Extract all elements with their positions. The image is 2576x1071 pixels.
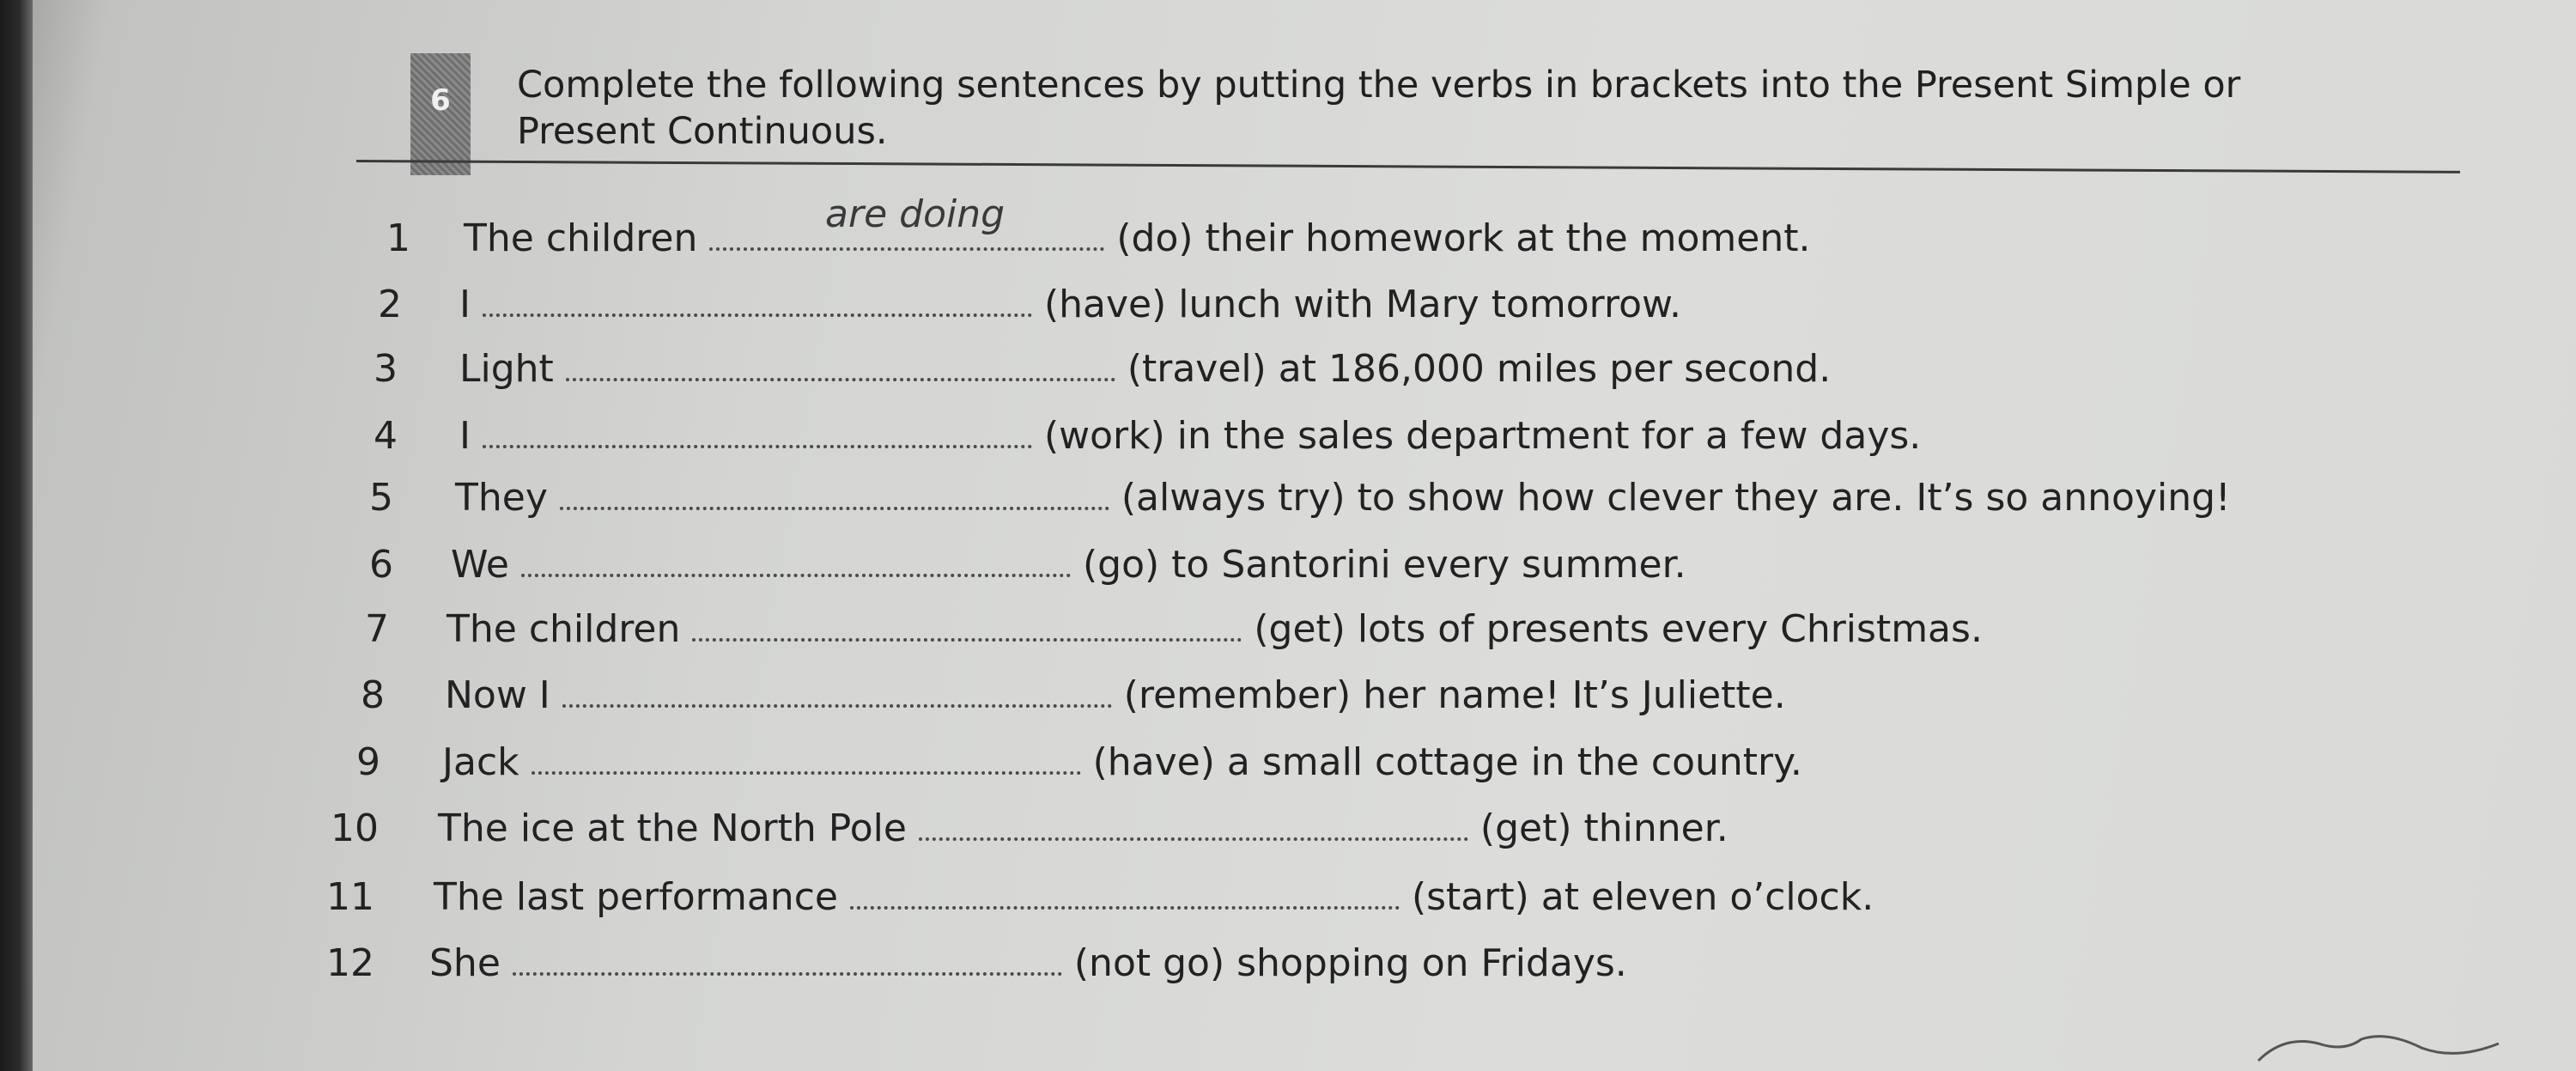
exercise-number: 6 xyxy=(430,83,451,118)
item-sentence xyxy=(451,539,1686,591)
item-number: 2 xyxy=(378,283,402,326)
verb-prompt: (remember) her name! It’s Juliette. xyxy=(1123,673,1786,717)
answer-blank[interactable] xyxy=(566,378,1115,381)
verb-prompt: (have) a small cottage in the country. xyxy=(1092,740,1802,784)
item-sentence xyxy=(447,604,1983,655)
answer-blank[interactable] xyxy=(521,574,1071,577)
item-number: 4 xyxy=(374,414,398,458)
exercise-item xyxy=(365,604,2567,655)
answer-blank[interactable] xyxy=(513,972,1062,976)
sentence-start: The ice at the North Pole xyxy=(438,806,907,850)
sentence-start: The last performance xyxy=(434,875,838,919)
item-sentence xyxy=(442,737,1802,788)
answer-blank[interactable] xyxy=(562,704,1112,708)
verb-prompt: (start) at eleven o’clock. xyxy=(1411,875,1874,919)
sentence-start: The children xyxy=(447,607,681,651)
sentence-start: Jack xyxy=(442,740,519,784)
handwritten-answer: are doing xyxy=(825,192,1005,236)
exercise-item xyxy=(378,279,2567,331)
item-number: 7 xyxy=(365,607,389,651)
verb-prompt: (not go) shopping on Fridays. xyxy=(1073,941,1627,985)
verb-prompt: (go) to Santorini every summer. xyxy=(1083,543,1686,587)
item-number: 5 xyxy=(369,476,393,520)
answer-blank[interactable] xyxy=(709,192,1104,251)
divider-line xyxy=(356,160,2460,173)
exercise-item xyxy=(374,411,2567,462)
item-number: 1 xyxy=(386,216,410,260)
item-sentence xyxy=(464,192,1811,265)
exercise-item xyxy=(326,938,2567,989)
exercise-item xyxy=(369,539,2567,591)
exercise-item xyxy=(369,472,2567,524)
item-sentence xyxy=(434,872,1874,923)
answer-blank[interactable] xyxy=(532,771,1081,775)
verb-prompt: (always try) to show how clever they are. It’s so annoying! xyxy=(1121,476,2231,520)
exercise-item xyxy=(331,803,2567,855)
answer-blank[interactable] xyxy=(560,507,1109,510)
sentence-start: I xyxy=(459,283,471,326)
page-edge-shadow xyxy=(0,0,33,1071)
sentence-start: The children xyxy=(464,216,698,260)
exercise-item xyxy=(386,192,2567,265)
item-sentence xyxy=(429,938,1627,989)
item-sentence xyxy=(445,670,1786,721)
item-number: 10 xyxy=(331,806,379,850)
pen-scribble xyxy=(2250,1026,2507,1069)
item-sentence xyxy=(438,803,1728,855)
item-number: 12 xyxy=(326,941,374,985)
exercise-instruction: Complete the following sentences by putting the verbs in brackets into the Present Simple or Present Continuous. xyxy=(517,64,2241,153)
answer-blank[interactable] xyxy=(919,837,1468,841)
exercise-number-badge xyxy=(410,53,471,175)
exercise-item xyxy=(356,737,2567,788)
verb-prompt: (get) thinner. xyxy=(1479,806,1728,850)
exercise-item xyxy=(361,670,2567,721)
item-number: 8 xyxy=(361,673,385,717)
answer-blank[interactable] xyxy=(483,313,1032,317)
answer-blank[interactable] xyxy=(692,638,1242,642)
item-sentence xyxy=(459,344,1831,395)
verb-prompt: (get) lots of presents every Christmas. xyxy=(1254,607,1983,651)
verb-prompt: (work) in the sales department for a few days. xyxy=(1043,414,1922,458)
sentence-start: I xyxy=(459,414,471,458)
item-number: 9 xyxy=(356,740,380,784)
sentence-start: She xyxy=(429,941,501,985)
exercise-item xyxy=(326,872,2567,923)
sentence-start: They xyxy=(455,476,548,520)
answer-blank[interactable] xyxy=(850,906,1400,910)
item-number: 11 xyxy=(326,875,374,919)
item-number: 6 xyxy=(369,543,393,587)
sentence-start: Light xyxy=(459,347,554,391)
verb-prompt: (have) lunch with Mary tomorrow. xyxy=(1043,283,1681,326)
item-sentence xyxy=(459,411,1921,462)
item-number: 3 xyxy=(374,347,398,391)
item-sentence xyxy=(459,279,1681,331)
item-sentence xyxy=(455,472,2231,524)
sentence-start: We xyxy=(451,543,509,587)
verb-prompt: (do) their homework at the moment. xyxy=(1116,216,1811,260)
answer-blank[interactable] xyxy=(483,445,1032,448)
sentence-start: Now I xyxy=(445,673,550,717)
exercise-item xyxy=(374,344,2567,395)
verb-prompt: (travel) at 186,000 miles per second. xyxy=(1127,347,1832,391)
